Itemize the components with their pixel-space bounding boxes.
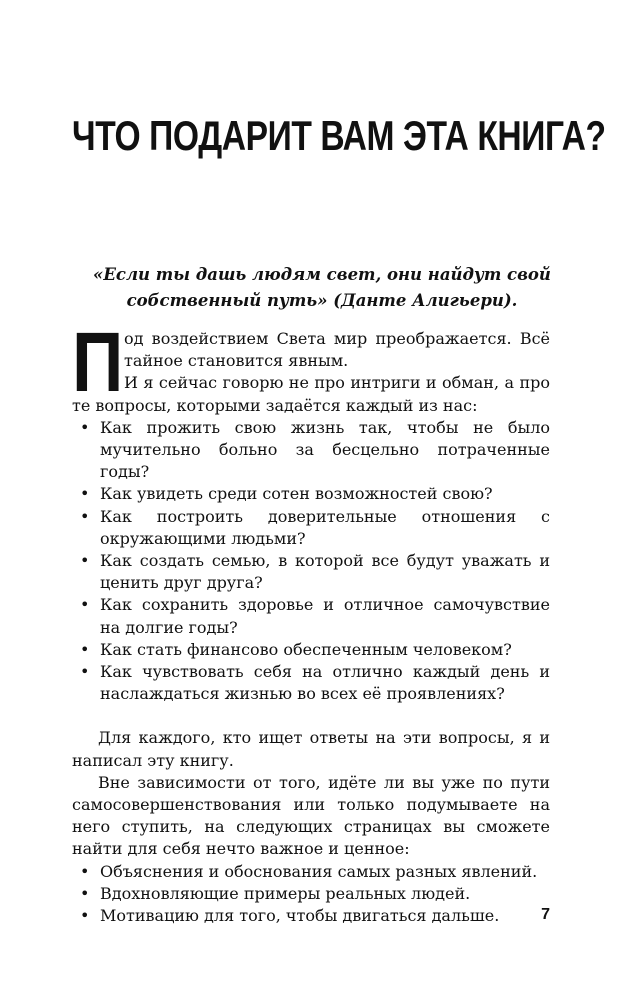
intro-paragraph-2: И я сейчас говорю не про интриги и обман, а про те вопросы, которыми задаётся каждый из нас: <box>72 373 550 415</box>
list-item: • Объяснения и обоснования самых разных явлений. <box>72 861 550 883</box>
closing-paragraph-2: Вне зависимости от того, идёте ли вы уже по пути самосовершенствования или только подумываете на него ступить, на следующих страницах вы сможете найти для себя нечто важное и ценное: <box>72 772 550 859</box>
questions-list <box>72 417 550 706</box>
list-item: • Как сохранить здоровье и отличное самочувствие на долгие годы? <box>72 594 550 638</box>
benefits-list <box>72 861 550 928</box>
list-item: • Как увидеть среди сотен возможностей свою? <box>72 483 550 505</box>
epigraph <box>72 262 572 314</box>
body-text <box>72 315 550 927</box>
epigraph-line: собственный путь» (Данте Алигьери). <box>126 291 518 310</box>
list-item: • Как прожить свою жизнь так, чтобы не было мучительно больно за бесцельно потраченные годы? <box>72 417 550 484</box>
list-item: • Мотивацию для того, чтобы двигаться дальше. <box>72 905 550 927</box>
epigraph-line: «Если ты дашь людям свет, они найдут свой <box>93 265 551 284</box>
list-item: • Как чувствовать себя на отлично каждый день и наслаждаться жизнью во всех её проявлениях? <box>72 661 550 705</box>
chapter-title: ЧТО ПОДАРИТ ВАМ ЭТА КНИГА? <box>72 112 606 159</box>
drop-cap: П <box>72 315 124 409</box>
list-item: • Как создать семью, в которой все будут уважать и ценить друг друга? <box>72 550 550 594</box>
intro-text: од воздействием Света мир преображается. Всё тайное становится явным. <box>124 329 550 371</box>
closing-paragraph: Для каждого, кто ищет ответы на эти вопросы, я и написал эту книгу. <box>72 728 550 770</box>
list-item: • Как построить доверительные отношения с окружающими людьми? <box>72 506 550 550</box>
spacer <box>72 705 550 727</box>
list-item: • Как стать финансово обеспеченным человеком? <box>72 639 550 661</box>
list-item: • Вдохновляющие примеры реальных людей. <box>72 883 550 905</box>
page-number: 7 <box>541 906 550 923</box>
